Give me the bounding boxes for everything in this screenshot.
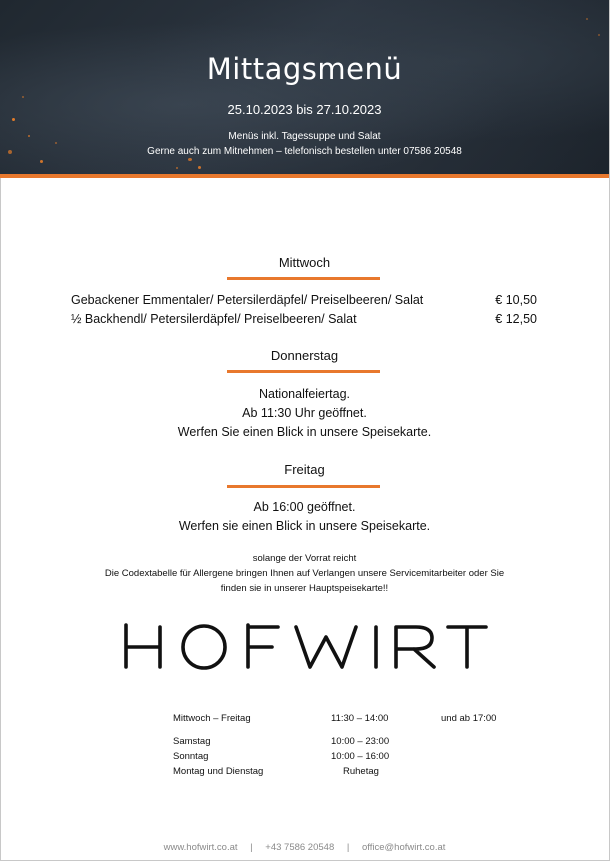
email-link[interactable]: office@hofwirt.co.at (361, 842, 446, 853)
day-heading-wednesday: Mittwoch (278, 255, 331, 270)
day-divider (227, 485, 380, 488)
takeaway-note: Gerne auch zum Mitnehmen – telefonisch bestellen unter 07586 20548 (147, 146, 462, 157)
decor-spark (40, 160, 43, 163)
hours-time: 10:00 – 23:00 (331, 736, 390, 747)
day-divider (227, 277, 380, 280)
menu-includes-note: Menüs inkl. Tagessuppe und Salat (228, 131, 381, 142)
hours-days: Sonntag (173, 751, 209, 762)
dish-price: € 12,50 (495, 312, 537, 326)
hours-extra: und ab 17:00 (441, 713, 497, 724)
day-heading-thursday: Donnerstag (270, 348, 339, 363)
decor-spark (176, 167, 178, 169)
decor-spark (586, 18, 588, 20)
footer-separator: | (346, 842, 350, 853)
thursday-line: Ab 11:30 Uhr geöffnet. (242, 406, 367, 420)
friday-line: Werfen sie einen Blick in unsere Speisekarte. (178, 519, 431, 533)
dish-name: ½ Backhendl/ Petersilerdäpfel/ Preiselbeeren/ Salat (71, 312, 357, 326)
hours-time: 10:00 – 16:00 (331, 751, 390, 762)
allergen-note: Die Codextabelle für Allergene bringen Ihnen auf Verlangen unsere Servicemitarbeiter oder Sie (104, 568, 505, 579)
dish-name: Gebackener Emmentaler/ Petersilerdäpfel/ Preiselbeeren/ Salat (71, 293, 424, 307)
header-banner (0, 0, 609, 174)
footer-separator: | (250, 842, 253, 853)
hofwirt-logo (120, 617, 490, 677)
allergen-note: finden sie in unserer Hauptspeisekarte!! (220, 583, 389, 594)
decor-spark (12, 118, 15, 121)
header-divider (0, 174, 609, 178)
thursday-line: Werfen Sie einen Blick in unsere Speisekarte. (177, 425, 432, 439)
decor-spark (55, 142, 57, 144)
day-divider (227, 370, 380, 373)
decor-spark (598, 34, 600, 36)
hours-days: Samstag (173, 736, 211, 747)
hours-days: Mittwoch – Freitag (173, 713, 251, 724)
decor-spark (188, 158, 192, 161)
friday-line: Ab 16:00 geöffnet. (253, 500, 356, 514)
hours-time: Ruhetag (343, 766, 379, 777)
day-heading-friday: Freitag (284, 462, 325, 477)
decor-spark (198, 166, 201, 169)
menu-title: Mittagsmenü (206, 52, 403, 86)
phone-link[interactable]: +43 7586 20548 (265, 842, 335, 853)
website-link[interactable]: www.hofwirt.co.at (163, 842, 238, 853)
hours-days: Montag und Dienstag (173, 766, 264, 777)
date-range: 25.10.2023 bis 27.10.2023 (227, 102, 382, 117)
thursday-line: Nationalfeiertag. (258, 387, 351, 401)
stock-note: solange der Vorrat reicht (252, 553, 357, 564)
hours-time: 11:30 – 14:00 (331, 713, 389, 724)
dish-price: € 10,50 (495, 293, 537, 307)
decor-spark (22, 96, 24, 98)
footer-contact (0, 842, 609, 853)
